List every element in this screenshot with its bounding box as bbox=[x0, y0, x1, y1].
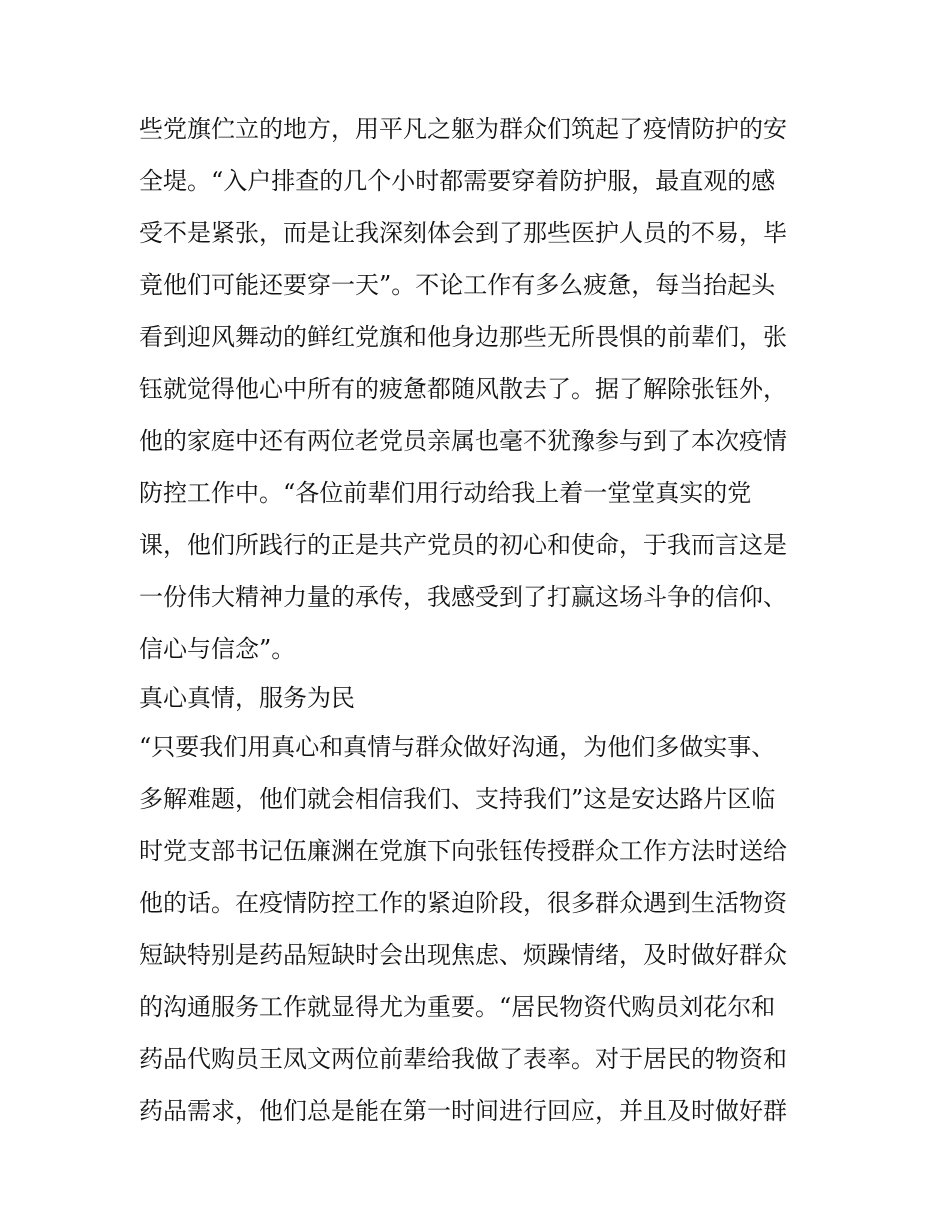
text-line: 时党支部书记伍廉渊在党旗下向张钰传授群众工作方法时送给 bbox=[139, 837, 787, 865]
text-line: 一份伟大精神力量的承传，我感受到了打赢这场斗争的信仰、 bbox=[139, 583, 787, 611]
text-line: 他的家庭中还有两位老党员亲属也毫不犹豫参与到了本次疫情 bbox=[139, 427, 787, 455]
text-line: 防控工作中。“各位前辈们用行动给我上着一堂堂真实的党 bbox=[139, 479, 752, 507]
document-body bbox=[139, 103, 819, 1137]
text-line: 信心与信念”。 bbox=[139, 635, 296, 663]
text-line: 看到迎风舞动的鲜红党旗和他身边那些无所畏惧的前辈们，张 bbox=[139, 323, 787, 351]
text-line: 的沟通服务工作就显得尤为重要。“居民物资代购员刘花尔和 bbox=[139, 993, 776, 1021]
text-line: 短缺特别是药品短缺时会出现焦虑、烦躁情绪，及时做好群众 bbox=[139, 941, 787, 969]
text-line: 多解难题，他们就会相信我们、支持我们”这是安达路片区临 bbox=[139, 785, 776, 813]
section-heading: 真心真情，服务为民 bbox=[139, 684, 355, 712]
text-line: 药品代购员王凤文两位前辈给我做了表率。对于居民的物资和 bbox=[139, 1045, 787, 1073]
text-line: 药品需求，他们总是能在第一时间进行回应，并且及时做好群 bbox=[139, 1097, 787, 1125]
text-line: 些党旗伫立的地方，用平凡之躯为群众们筑起了疫情防护的安 bbox=[139, 115, 787, 143]
text-line: 钰就觉得他心中所有的疲惫都随风散去了。据了解除张钰外， bbox=[139, 375, 787, 403]
text-line: 竟他们可能还要穿一天”。不论工作有多么疲惫，每当抬起头 bbox=[139, 271, 776, 299]
text-line: “只要我们用真心和真情与群众做好沟通，为他们多做实事、 bbox=[139, 733, 776, 761]
text-line: 全堤。“入户排查的几个小时都需要穿着防护服，最直观的感 bbox=[139, 167, 776, 195]
text-line: 受不是紧张，而是让我深刻体会到了那些医护人员的不易，毕 bbox=[139, 219, 787, 247]
text-line: 他的话。在疫情防控工作的紧迫阶段，很多群众遇到生活物资 bbox=[139, 889, 787, 917]
text-line: 课，他们所践行的正是共产党员的初心和使命，于我而言这是 bbox=[139, 531, 787, 559]
